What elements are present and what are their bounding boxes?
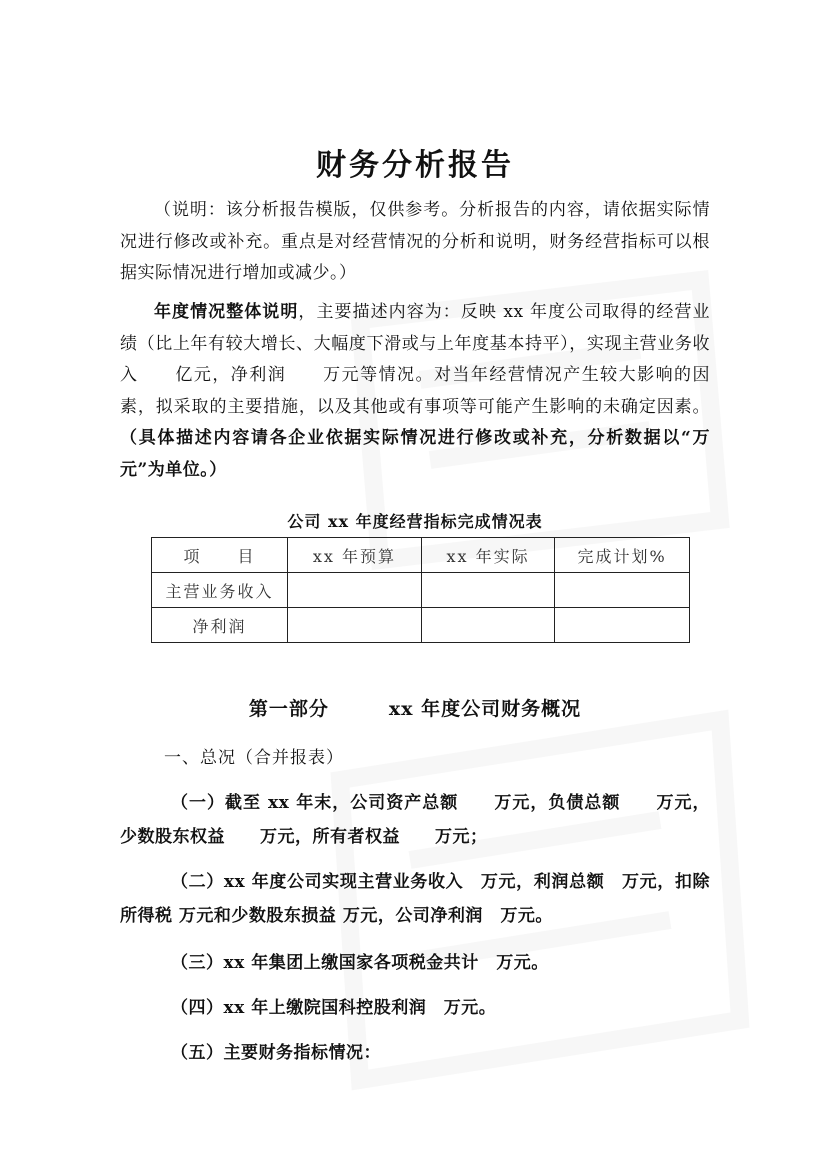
table-cell: 净利润 (152, 608, 288, 643)
table-cell (555, 573, 690, 608)
overview-bold-tail: （具体描述内容请各企业依据实际情况进行修改或补充，分析数据以“万元”为单位。） (120, 428, 710, 480)
table-row (152, 573, 690, 608)
indicator-table (151, 537, 690, 643)
list-item: （四）xx 年上缴院国科控股利润 万元。 (171, 998, 497, 1018)
table-cell (288, 573, 422, 608)
list-item: （三）xx 年集团上缴国家各项税金共计 万元。 (171, 953, 549, 973)
table-cell (555, 608, 690, 643)
table-header-cell: 完成计划% (555, 538, 690, 573)
overview-lead: 年度情况整体说明 (154, 302, 299, 322)
list-item: （二）xx 年度公司实现主营业务收入 万元，利润总额 万元，扣除所得税 万元和少数股东损益 万元，公司净利润 万元。 (120, 872, 710, 926)
table-header-cell: 项 目 (152, 538, 288, 573)
list-item: （一）截至 xx 年末，公司资产总额 万元，负债总额 万元，少数股东权益 万元，所有者权益 万元； (120, 793, 710, 847)
table-cell (288, 608, 422, 643)
section-heading: 一、总况（合并报表） (164, 748, 344, 768)
note-paragraph: （说明：该分析报告模版，仅供参考。分析报告的内容，请依据实际情况进行修改或补充。重点是对经营情况的分析和说明，财务经营指标可以根据实际情况进行增加或减少。） (120, 200, 710, 284)
overview-body: ，主要描述内容为：反映 xx 年度公司取得的经营业绩（比上年有较大增长、大幅度下滑或与上年度基本持平），实现主营业务收入 亿元，净利润 万元等情况。对当年经营情况产生较大影响的因素，拟采取的主要措施，以及其他或有事项等可能产生影响的未确定因素。 (120, 302, 710, 417)
table-title: 公司 xx 年度经营指标完成情况表 (287, 512, 543, 531)
table-cell (421, 573, 555, 608)
overview-paragraph (120, 297, 710, 505)
table-header-cell: xx 年实际 (421, 538, 555, 573)
table-cell: 主营业务收入 (152, 573, 288, 608)
table-row (152, 608, 690, 643)
list-item: （五）主要财务指标情况： (171, 1043, 381, 1063)
part-heading: 第一部分 xx 年度公司财务概况 (248, 698, 582, 720)
table-header-cell: xx 年预算 (288, 538, 422, 573)
page-title: 财务分析报告 (316, 148, 514, 183)
table-cell (421, 608, 555, 643)
table-header-row (152, 538, 690, 573)
